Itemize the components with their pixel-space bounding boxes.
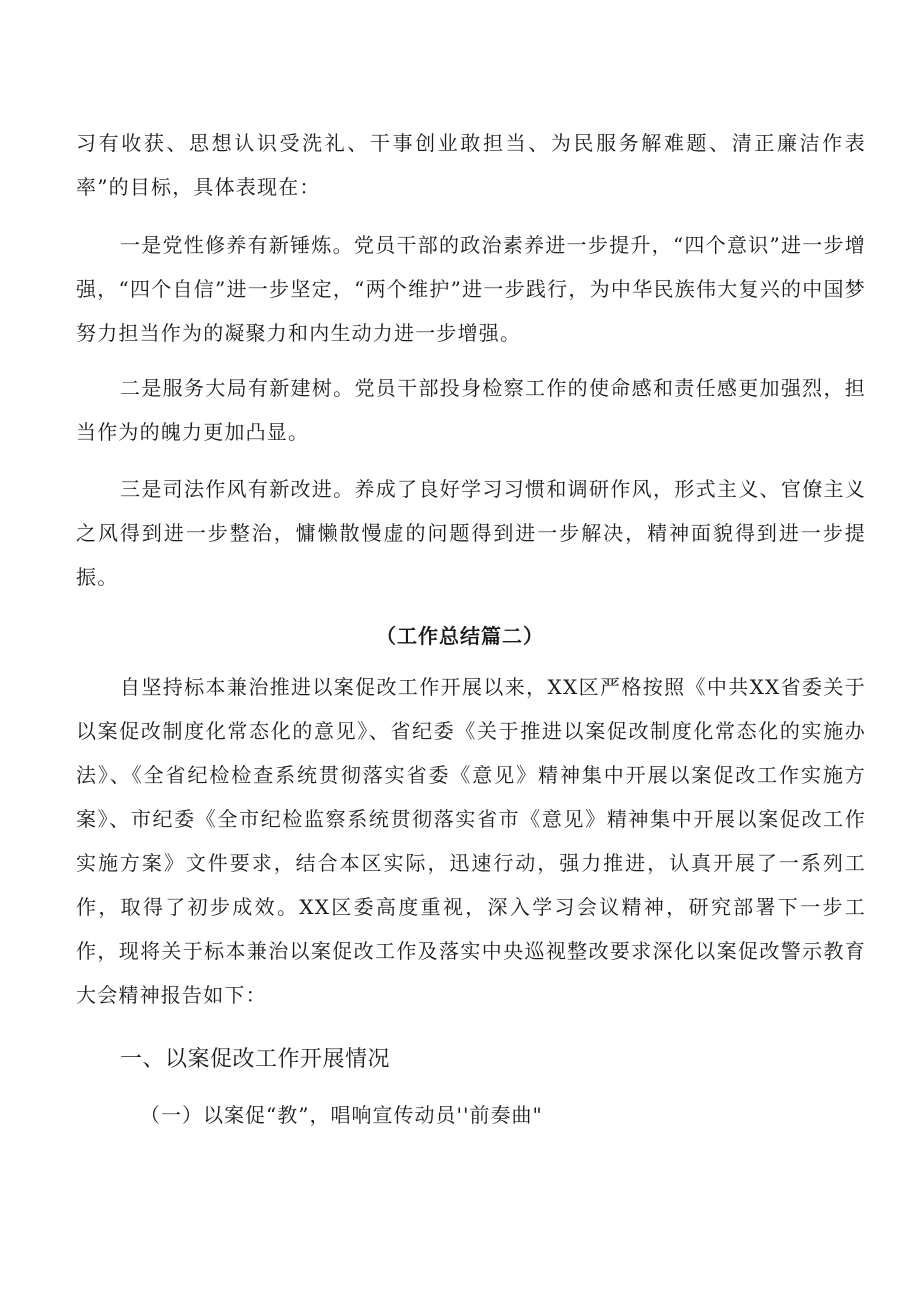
point-three-paragraph: [76, 467, 866, 599]
paragraph-text: 一是党性修养有新锤炼。党员干部的政治素养进一步提升，“四个意识”进一步增强，“四个自信”进一步坚定，“两个维护”进一步践行，为中华民族伟大复兴的中国梦努力担当作为的凝聚力和内生动力进一步增强。: [76, 233, 866, 345]
paragraph-text: 二是服务大局有新建树。党员干部投身检察工作的使命感和责任感更加强烈，担当作为的魄力更加凸显。: [76, 376, 866, 444]
point-two-paragraph: [76, 366, 866, 454]
section-title: （工作总结篇二）: [376, 624, 544, 648]
point-one-paragraph: [76, 223, 866, 355]
paragraph-text: 三是司法作风有新改进。养成了良好学习习惯和调研作风，形式主义、官僚主义之风得到进一步整治，慵懒散慢虚的问题得到进一步解决，精神面貌得到进一步提振。: [76, 477, 866, 589]
paragraph-text: 自坚持标本兼治推进以案促改工作开展以来，XX区严格按照《中共XX省委关于以案促改制度化常态化的意见》、省纪委《关于推进以案促改制度化常态化的实施办法》、《全省纪检检查系统贯彻落实省委《意见》精神集中开展以案促改工作实施方案》、市纪委《全市纪检监察系统贯彻落实省市《意见》精神集中开展以案促改工作实施方案》文件要求，结合本区实际，迅速行动，强力推进，认真开展了一系列工作，取得了初步成效。XX区委高度重视，深入学习会议精神，研究部署下一步工作，现将关于标本兼治以案促改工作及落实中央巡视整改要求深化以案促改警示教育大会精神报告如下：: [76, 675, 866, 1007]
paragraph-text: 习有收获、思想认识受洗礼、干事创业敢担当、为民服务解难题、清正廉洁作表率”的目标，具体表现在：: [76, 131, 866, 199]
heading-level-two: （一）以案促“教”，唱响宣传动员''前奏曲": [140, 1103, 543, 1127]
report-intro-paragraph: [76, 665, 866, 1017]
continuation-paragraph: [76, 121, 866, 209]
heading-level-one: 一、以案促改工作开展情况: [120, 1047, 391, 1072]
